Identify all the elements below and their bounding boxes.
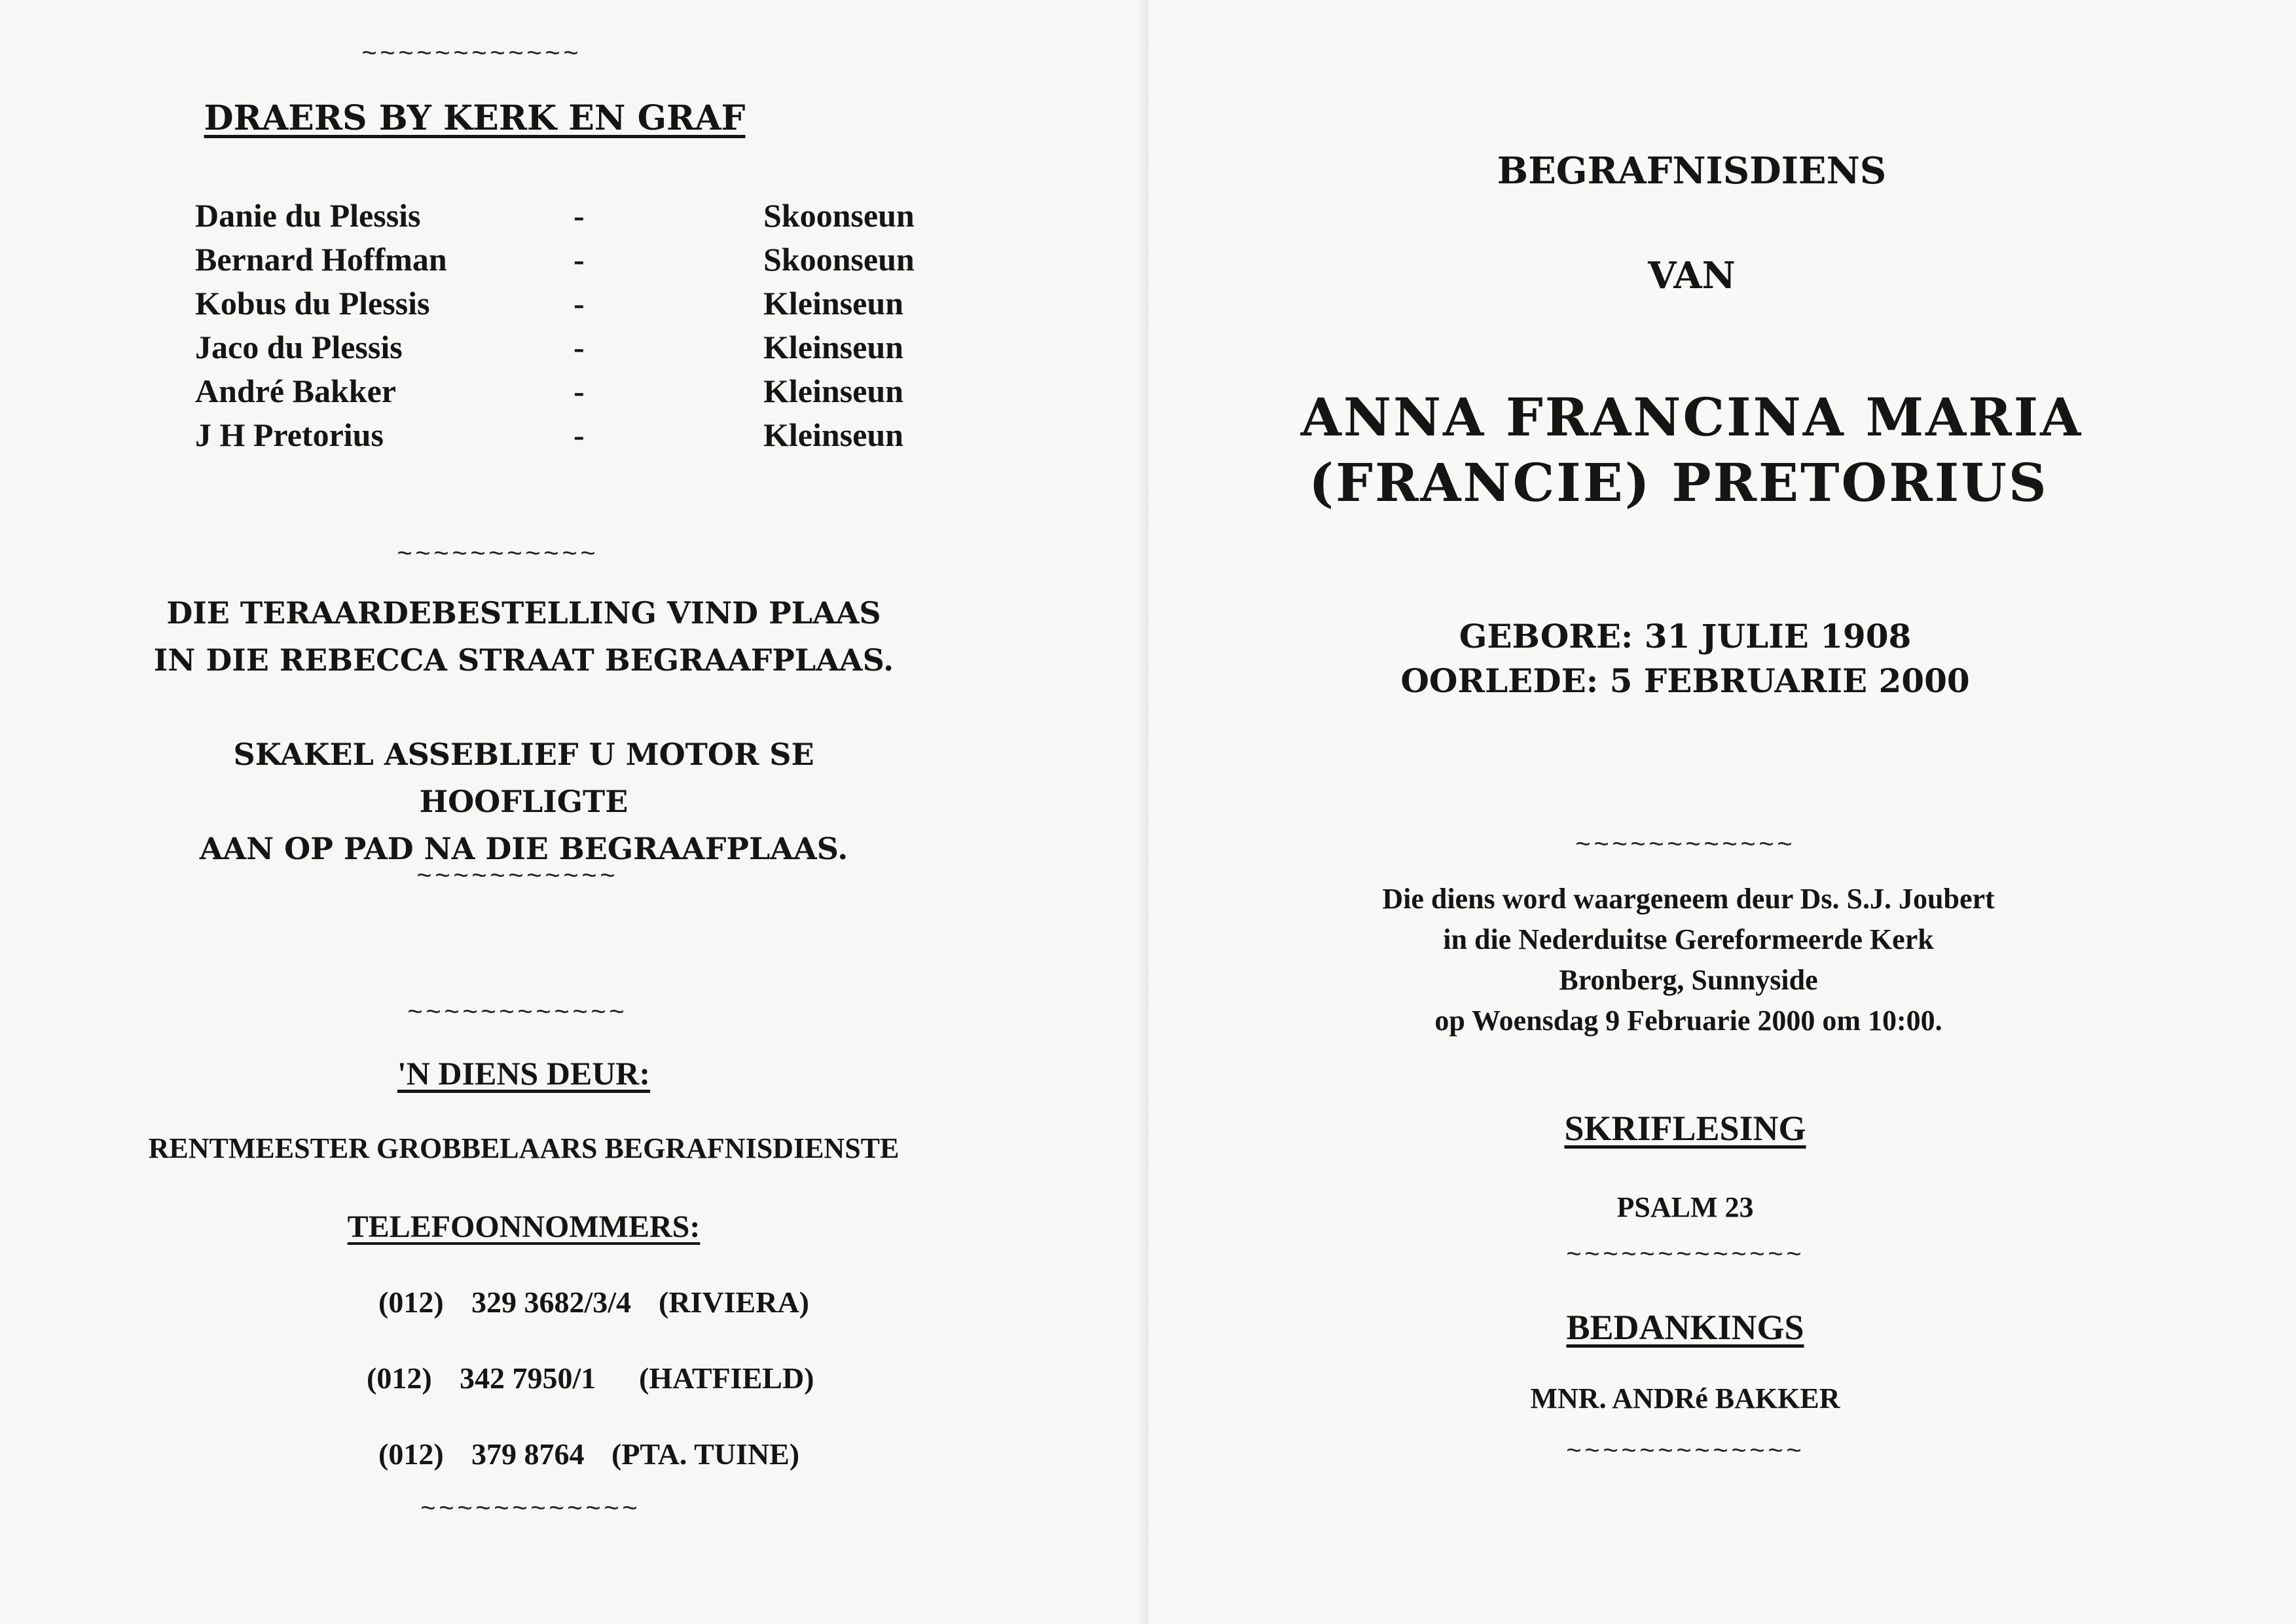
headlights-notice bbox=[131, 731, 917, 872]
phone-branch: (PTA. TUINE) bbox=[611, 1437, 800, 1471]
bearer-row bbox=[195, 284, 941, 327]
divider: ~~~~~~~~~~~~ bbox=[420, 1496, 641, 1525]
thanks-heading: BEDANKINGS bbox=[1566, 1308, 1804, 1347]
thanks-by: MNR. ANDRé BAKKER bbox=[1530, 1382, 1840, 1414]
phone-area-code: (012) bbox=[378, 1437, 444, 1471]
divider: ~~~~~~~~~~~~ bbox=[361, 41, 582, 70]
bearer-name: Kobus du Plessis bbox=[195, 285, 430, 322]
bearers-heading: DRAERS BY KERK EN GRAF bbox=[204, 98, 746, 138]
bearer-relation: Kleinseun bbox=[763, 329, 903, 365]
bearer-name: Jaco du Plessis bbox=[195, 329, 403, 365]
bearer-relation: Kleinseun bbox=[763, 416, 903, 453]
divider: ~~~~~~~~~~~~~ bbox=[1565, 1438, 1805, 1467]
service-details bbox=[1214, 879, 2163, 1041]
phone-branch: (HATFIELD) bbox=[639, 1361, 814, 1395]
phone-number: 329 3682/3/4 bbox=[471, 1285, 632, 1319]
service-location: Bronberg, Sunnyside bbox=[1559, 964, 1818, 996]
service-officiant: Die diens word waargeneem deur Ds. S.J. Joubert bbox=[1382, 883, 1995, 915]
deceased-name-line-1: ANNA FRANCINA MARIA bbox=[1300, 386, 2083, 448]
bearer-row bbox=[195, 196, 941, 240]
service-church: in die Nederduitse Gereformeerde Kerk bbox=[1443, 923, 1934, 955]
divider: ~~~~~~~~~~~ bbox=[416, 863, 619, 893]
divider: ~~~~~~~~~~~ bbox=[396, 541, 599, 570]
deceased-name-line-2: (FRANCIE) PRETORIUS bbox=[1309, 452, 2049, 513]
divider: ~~~~~~~~~~~~ bbox=[407, 999, 628, 1029]
headlights-line-2: AAN OP PAD NA DIE BEGRAAFPLAAS. bbox=[199, 831, 848, 866]
bearer-relation: Skoonseun bbox=[763, 197, 915, 234]
bearer-row bbox=[195, 240, 941, 284]
bearer-row bbox=[195, 416, 941, 459]
bearer-relation: Skoonseun bbox=[763, 241, 915, 278]
bearer-dash: - bbox=[574, 373, 585, 409]
service-by-heading: 'N DIENS DEUR: bbox=[397, 1055, 651, 1092]
bearer-relation: Kleinseun bbox=[763, 285, 903, 322]
bearer-name: J H Pretorius bbox=[195, 416, 384, 453]
phone-number: 342 7950/1 bbox=[460, 1361, 596, 1395]
death-date: OORLEDE: 5 FEBRUARIE 2000 bbox=[1400, 661, 1970, 700]
bearer-dash: - bbox=[574, 285, 585, 322]
right-page bbox=[1148, 0, 2296, 1624]
phone-number: 379 8764 bbox=[471, 1437, 585, 1471]
phones-heading: TELEFOONNOMMERS: bbox=[347, 1209, 701, 1244]
burial-line-1: DIE TERAARDEBESTELLING VIND PLAAS bbox=[166, 595, 881, 631]
bearer-dash: - bbox=[574, 329, 585, 365]
service-title-of: VAN bbox=[1648, 254, 1736, 297]
bearer-name: André Bakker bbox=[195, 373, 396, 409]
bearer-dash: - bbox=[574, 197, 585, 234]
divider: ~~~~~~~~~~~~ bbox=[1575, 832, 1796, 861]
burial-line-2: IN DIE REBECCA STRAAT BEGRAAFPLAAS. bbox=[153, 642, 894, 678]
bearer-relation: Kleinseun bbox=[763, 373, 903, 409]
divider: ~~~~~~~~~~~~~ bbox=[1565, 1242, 1805, 1271]
undertaker-name: RENTMEESTER GROBBELAARS BEGRAFNISDIENSTE bbox=[148, 1132, 900, 1164]
bearer-row bbox=[195, 372, 941, 415]
bearer-dash: - bbox=[574, 416, 585, 453]
scripture-reading: PSALM 23 bbox=[1616, 1191, 1754, 1223]
burial-notice bbox=[131, 589, 917, 684]
bearer-dash: - bbox=[574, 241, 585, 278]
bearer-name: Danie du Plessis bbox=[195, 197, 421, 234]
bearer-row bbox=[195, 328, 941, 371]
headlights-line-1: SKAKEL ASSEBLIEF U MOTOR SE HOOFLIGTE bbox=[233, 737, 814, 819]
service-title: BEGRAFNISDIENS bbox=[1497, 149, 1887, 193]
scripture-heading: SKRIFLESING bbox=[1564, 1109, 1806, 1148]
service-datetime: op Woensdag 9 Februarie 2000 om 10:00. bbox=[1434, 1005, 1942, 1037]
phone-branch: (RIVIERA) bbox=[659, 1285, 809, 1319]
phone-area-code: (012) bbox=[367, 1361, 432, 1395]
phone-area-code: (012) bbox=[378, 1285, 444, 1319]
birth-date: GEBORE: 31 JULIE 1908 bbox=[1459, 617, 1912, 655]
bearer-name: Bernard Hoffman bbox=[195, 241, 447, 278]
